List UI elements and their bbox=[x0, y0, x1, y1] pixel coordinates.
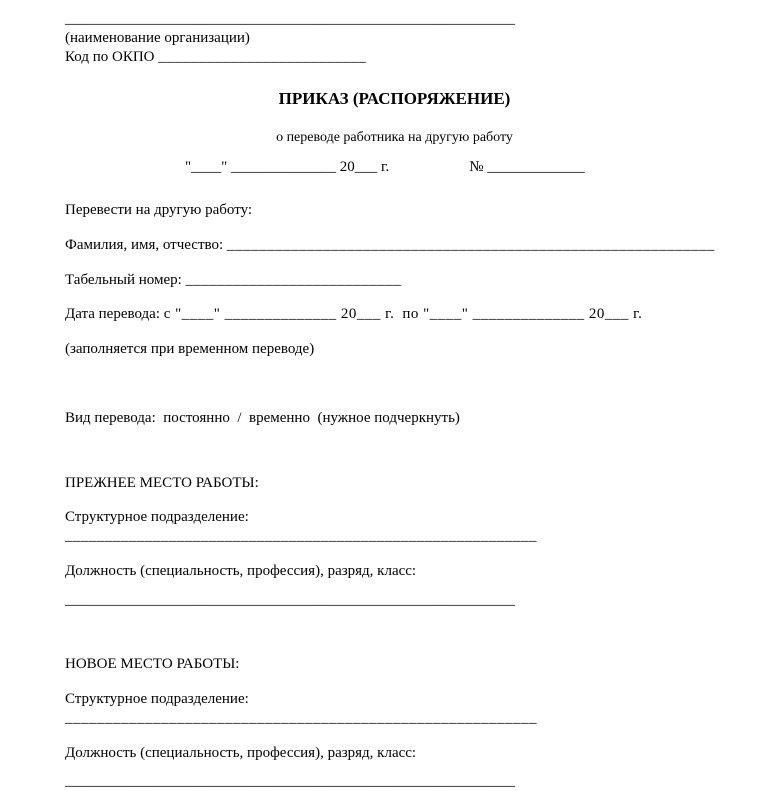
new-place-heading: НОВОЕ МЕСТО РАБОТЫ: bbox=[65, 656, 240, 673]
previous-position-blank: ____________________________________________________________ bbox=[65, 591, 515, 608]
okpo-blank: __________________________ bbox=[158, 48, 367, 65]
transfer-period-to: по "____" ______________ 20___ г. bbox=[402, 306, 643, 323]
okpo-line bbox=[65, 48, 724, 67]
previous-struct-line bbox=[65, 508, 724, 546]
document-title: ПРИКАЗ (РАСПОРЯЖЕНИЕ) bbox=[278, 89, 511, 109]
tab-number-line bbox=[65, 271, 724, 290]
previous-struct-label: Структурное подразделение: bbox=[65, 509, 249, 526]
previous-position-label: Должность (специальность, профессия), разряд, класс: bbox=[65, 562, 417, 579]
date-number-line bbox=[65, 159, 724, 176]
new-struct-label: Структурное подразделение: bbox=[65, 691, 249, 707]
transfer-type-note: (нужное подчеркнуть) bbox=[317, 409, 460, 426]
transfer-heading: Перевести на другую работу: bbox=[65, 202, 253, 218]
order-date-blank: "____" ______________ 20___ г. bbox=[185, 159, 390, 175]
okpo-label: Код по ОКПО bbox=[65, 48, 155, 65]
fio-blank: _____________________________________________________________ bbox=[226, 236, 715, 253]
new-struct-line bbox=[65, 690, 724, 728]
transfer-type-options: постоянно / временно bbox=[163, 409, 310, 426]
new-position-label: Должность (специальность, профессия), разряд, класс: bbox=[65, 744, 417, 761]
organization-name-caption: (наименование организации) bbox=[65, 29, 250, 46]
transfer-type-line bbox=[65, 409, 724, 428]
fio-label: Фамилия, имя, отчество: bbox=[65, 236, 224, 253]
fio-line bbox=[65, 236, 724, 255]
transfer-type-label: Вид перевода: bbox=[65, 409, 156, 426]
temporary-transfer-note: (заполняется при временном переводе) bbox=[65, 341, 315, 357]
previous-struct-blank: ___________________________________________________________ bbox=[65, 528, 537, 544]
organization-name-blank: ____________________________________________________________ bbox=[65, 11, 515, 27]
transfer-period-line bbox=[65, 305, 724, 324]
new-struct-blank: ___________________________________________________________ bbox=[65, 709, 537, 726]
transfer-period-label: Дата перевода: bbox=[65, 306, 160, 323]
tab-number-blank: ___________________________ bbox=[185, 271, 402, 288]
transfer-period-from: с "____" ______________ 20___ г. bbox=[163, 306, 395, 323]
tab-number-label: Табельный номер: bbox=[65, 271, 182, 288]
previous-place-heading: ПРЕЖНЕЕ МЕСТО РАБОТЫ: bbox=[65, 474, 259, 491]
new-position-blank: ____________________________________________________________ bbox=[65, 773, 515, 790]
order-number-blank: № _____________ bbox=[469, 159, 585, 175]
document-subtitle: о переводе работника на другую работу bbox=[276, 129, 513, 145]
